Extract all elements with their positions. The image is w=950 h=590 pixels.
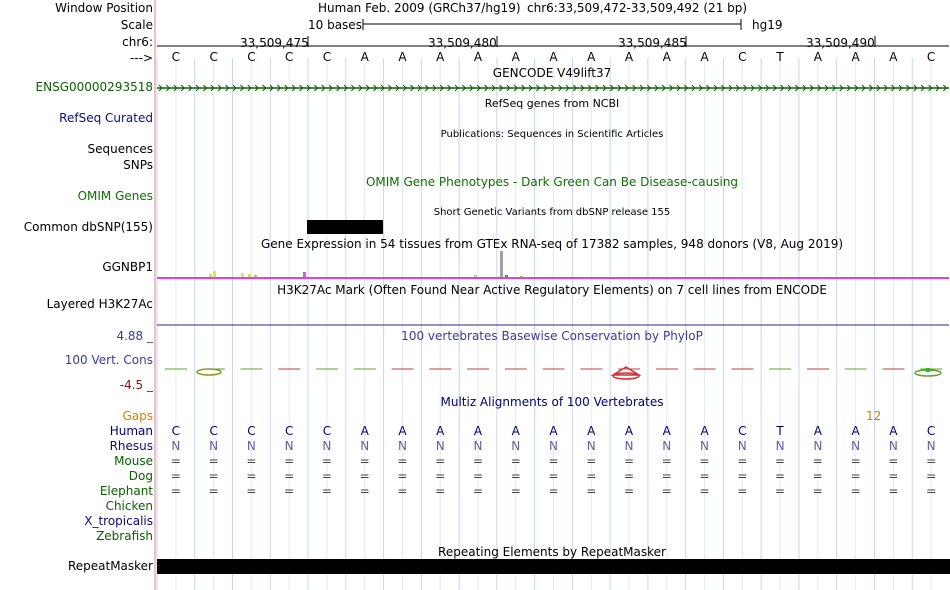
multiz-rhesus-base: N bbox=[888, 439, 898, 453]
multiz-aligned-equal: = bbox=[926, 454, 937, 468]
multiz-human-base: A bbox=[624, 424, 634, 438]
h3k27ac-track-label[interactable]: Layered H3K27Ac bbox=[46, 297, 153, 311]
sequences-track-label[interactable]: Sequences bbox=[87, 142, 153, 156]
base-letter: C bbox=[284, 50, 294, 64]
multiz-human-base: A bbox=[398, 424, 407, 438]
strand-arrow-label: ---> bbox=[129, 51, 153, 65]
multiz-aligned-equal: = bbox=[699, 469, 710, 483]
multiz-rhesus-base: N bbox=[624, 439, 634, 453]
multiz-aligned-equal: = bbox=[699, 484, 710, 498]
multiz-human-base: C bbox=[284, 424, 294, 438]
base-letter: A bbox=[813, 50, 822, 64]
multiz-rhesus-base: N bbox=[511, 439, 521, 453]
cons-max-label: 4.88 _ bbox=[116, 329, 153, 343]
ruler-tick-label: 33,509,485 bbox=[618, 36, 687, 50]
multiz-aligned-equal: = bbox=[284, 484, 295, 498]
position-text: chr6:33,509,472-33,509,492 (21 bp) bbox=[527, 1, 748, 15]
base-letter: T bbox=[776, 50, 784, 64]
base-letter: A bbox=[624, 50, 634, 64]
repeatmasker-track-title: Repeating Elements by RepeatMasker bbox=[438, 545, 666, 559]
conservation-mark bbox=[613, 373, 639, 379]
gtex-gene-label[interactable]: GGNBP1 bbox=[102, 260, 153, 274]
multiz-aligned-equal: = bbox=[246, 484, 257, 498]
gtex-expression-bar bbox=[248, 274, 251, 277]
snps-track-label[interactable]: SNPs bbox=[123, 158, 153, 172]
multiz-aligned-equal: = bbox=[623, 484, 635, 498]
conservation-mark bbox=[926, 368, 930, 372]
multiz-aligned-equal: = bbox=[359, 454, 370, 468]
multiz-human-base: A bbox=[587, 424, 596, 438]
multiz-human-base: A bbox=[549, 424, 558, 438]
multiz-aligned-equal: = bbox=[775, 469, 786, 483]
base-letter: C bbox=[171, 50, 181, 64]
multiz-aligned-equal: = bbox=[359, 484, 370, 498]
refseq-track-title: RefSeq genes from NCBI bbox=[484, 97, 620, 110]
multiz-aligned-equal: = bbox=[850, 469, 861, 483]
multiz-rhesus-base: N bbox=[435, 439, 445, 453]
ruler-tick-label: 33,509,480 bbox=[428, 36, 497, 50]
multiz-human-base: T bbox=[776, 424, 784, 438]
pubs-track-title: Publications: Sequences in Scientific Articles bbox=[440, 129, 664, 140]
omim-track-label[interactable]: OMIM Genes bbox=[77, 189, 153, 203]
multiz-species-label[interactable]: Dog bbox=[128, 469, 153, 483]
base-letter: C bbox=[322, 50, 332, 64]
multiz-aligned-equal: = bbox=[548, 454, 559, 468]
base-letter: A bbox=[436, 50, 445, 64]
multiz-rhesus-base: N bbox=[700, 439, 710, 453]
chr-label: chr6: bbox=[122, 35, 153, 49]
multiz-human-base: A bbox=[813, 424, 822, 438]
multiz-aligned-equal: = bbox=[246, 454, 257, 468]
multiz-aligned-equal: = bbox=[926, 484, 937, 498]
scale-label: Scale bbox=[120, 18, 153, 32]
multiz-human-base: A bbox=[511, 424, 520, 438]
gtex-expression-bar bbox=[213, 271, 216, 277]
multiz-rhesus-base: N bbox=[586, 439, 596, 453]
base-letter: A bbox=[662, 50, 671, 64]
multiz-aligned-equal: = bbox=[284, 469, 295, 483]
multiz-aligned-equal: = bbox=[397, 454, 408, 468]
base-letter: A bbox=[398, 50, 407, 64]
ruler-tick-label: 33,509,475 bbox=[240, 36, 309, 50]
omim-track-title: OMIM Gene Phenotypes - Dark Green Can Be Disease-causing bbox=[365, 175, 739, 189]
multiz-human-base: A bbox=[662, 424, 671, 438]
gtex-expression-bar bbox=[500, 251, 503, 277]
gtex-expression-bar bbox=[520, 276, 523, 277]
multiz-aligned-equal: = bbox=[359, 469, 370, 483]
multiz-aligned-equal: = bbox=[246, 469, 257, 483]
multiz-aligned-equal: = bbox=[208, 484, 219, 498]
multiz-aligned-equal: = bbox=[208, 469, 219, 483]
multiz-aligned-equal: = bbox=[775, 454, 786, 468]
multiz-rhesus-base: N bbox=[813, 439, 823, 453]
multiz-aligned-equal: = bbox=[586, 454, 597, 468]
multiz-human-base: C bbox=[738, 424, 747, 438]
base-letter: A bbox=[889, 50, 898, 64]
multiz-rhesus-base: N bbox=[473, 439, 483, 453]
cons-min-label: -4.5 _ bbox=[119, 378, 153, 392]
multiz-human-base: A bbox=[700, 424, 709, 438]
base-letter: A bbox=[511, 50, 520, 64]
conservation-mark bbox=[197, 369, 221, 375]
gtex-expression-bar bbox=[209, 274, 212, 277]
multiz-species-label[interactable]: Chicken bbox=[105, 499, 153, 513]
multiz-track-title: Multiz Alignments of 100 Vertebrates bbox=[440, 395, 664, 409]
gencode-gene-label[interactable]: ENSG00000293518 bbox=[35, 80, 153, 94]
multiz-aligned-equal: = bbox=[170, 454, 181, 468]
multiz-rhesus-base: N bbox=[360, 439, 370, 453]
multiz-aligned-equal: = bbox=[699, 454, 710, 468]
multiz-rhesus-base: N bbox=[322, 439, 332, 453]
multiz-aligned-equal: = bbox=[850, 454, 861, 468]
dbsnp-track-title: Short Genetic Variants from dbSNP release 155 bbox=[433, 207, 671, 218]
gtex-track-title: Gene Expression in 54 tissues from GTEx RNA-seq of 17382 samples, 948 donors (V8, Aug 2019) bbox=[260, 237, 844, 251]
gtex-expression-bar bbox=[254, 275, 257, 277]
multiz-aligned-equal: = bbox=[737, 454, 748, 468]
multiz-species-label[interactable]: X_tropicalis bbox=[84, 514, 153, 528]
multiz-human-base: A bbox=[851, 424, 860, 438]
multiz-human-base: A bbox=[360, 424, 369, 438]
refseq-track-label[interactable]: RefSeq Curated bbox=[59, 111, 153, 125]
multiz-aligned-equal: = bbox=[812, 484, 823, 498]
multiz-aligned-equal: = bbox=[435, 454, 446, 468]
multiz-species-label[interactable]: Rhesus bbox=[109, 439, 153, 453]
multiz-aligned-equal: = bbox=[926, 469, 937, 483]
multiz-aligned-equal: = bbox=[586, 469, 597, 483]
multiz-aligned-equal: = bbox=[321, 484, 332, 498]
multiz-human-base: C bbox=[209, 424, 218, 438]
gtex-expression-bar bbox=[505, 275, 508, 277]
base-letter: A bbox=[473, 50, 483, 64]
multiz-aligned-equal: = bbox=[397, 469, 408, 483]
gtex-expression-bar bbox=[474, 275, 477, 277]
multiz-rhesus-base: N bbox=[662, 439, 672, 453]
multiz-human-base: A bbox=[889, 424, 898, 438]
base-letter: C bbox=[209, 50, 218, 64]
multiz-aligned-equal: = bbox=[510, 484, 521, 498]
multiz-human-base: C bbox=[171, 424, 181, 438]
multiz-rhesus-base: N bbox=[209, 439, 219, 453]
scale-db-text: hg19 bbox=[752, 18, 783, 32]
gtex-expression-bar bbox=[241, 273, 244, 277]
multiz-aligned-equal: = bbox=[661, 484, 672, 498]
base-letter: C bbox=[926, 50, 936, 64]
multiz-rhesus-base: N bbox=[397, 439, 407, 453]
dbsnp-variant-feature[interactable] bbox=[307, 220, 383, 234]
multiz-aligned-equal: = bbox=[812, 469, 823, 483]
multiz-species-label[interactable]: Mouse bbox=[114, 454, 153, 468]
multiz-aligned-equal: = bbox=[472, 469, 483, 483]
multiz-aligned-equal: = bbox=[737, 469, 748, 483]
multiz-aligned-equal: = bbox=[472, 484, 483, 498]
multiz-human-base: A bbox=[436, 424, 445, 438]
multiz-rhesus-base: N bbox=[549, 439, 558, 453]
multiz-aligned-equal: = bbox=[888, 454, 899, 468]
multiz-human-base: C bbox=[247, 424, 256, 438]
multiz-aligned-equal: = bbox=[850, 484, 861, 498]
multiz-rhesus-base: N bbox=[246, 439, 256, 453]
multiz-aligned-equal: = bbox=[510, 469, 521, 483]
multiz-aligned-equal: = bbox=[208, 454, 219, 468]
multiz-species-label[interactable]: Elephant bbox=[99, 484, 153, 498]
multiz-aligned-equal: = bbox=[661, 469, 672, 483]
multiz-rhesus-base: N bbox=[737, 439, 747, 453]
multiz-rhesus-base: N bbox=[775, 439, 785, 453]
multiz-rhesus-base: N bbox=[284, 439, 294, 453]
h3k27ac-track-title: H3K27Ac Mark (Often Found Near Active Regulatory Elements) on 7 cell lines from ENCODE bbox=[277, 283, 827, 297]
multiz-aligned-equal: = bbox=[472, 454, 483, 468]
multiz-rhesus-base: N bbox=[851, 439, 861, 453]
dbsnp-track-label[interactable]: Common dbSNP(155) bbox=[23, 220, 153, 234]
multiz-aligned-equal: = bbox=[435, 484, 446, 498]
cons-track-label[interactable]: 100 Vert. Cons bbox=[64, 353, 153, 367]
base-letter: C bbox=[247, 50, 256, 64]
multiz-species-label[interactable]: Human bbox=[109, 424, 153, 438]
multiz-aligned-equal: = bbox=[661, 454, 672, 468]
window-position-label: Window Position bbox=[55, 1, 153, 15]
base-letter: A bbox=[360, 50, 369, 64]
multiz-aligned-equal: = bbox=[623, 454, 635, 468]
base-letter: C bbox=[738, 50, 747, 64]
multiz-aligned-equal: = bbox=[397, 484, 408, 498]
multiz-aligned-equal: = bbox=[510, 454, 521, 468]
multiz-aligned-equal: = bbox=[623, 469, 635, 483]
gencode-track-title: GENCODE V49lift37 bbox=[492, 66, 612, 80]
multiz-aligned-equal: = bbox=[775, 484, 786, 498]
multiz-aligned-equal: = bbox=[888, 469, 899, 483]
multiz-aligned-equal: = bbox=[586, 484, 597, 498]
scale-bar-text: 10 bases bbox=[308, 18, 362, 32]
multiz-rhesus-base: N bbox=[171, 439, 181, 453]
multiz-aligned-equal: = bbox=[888, 484, 899, 498]
multiz-human-base: C bbox=[926, 424, 936, 438]
multiz-aligned-equal: = bbox=[284, 454, 295, 468]
multiz-rhesus-base: N bbox=[926, 439, 936, 453]
cons-track-title: 100 vertebrates Basewise Conservation by PhyloP bbox=[401, 329, 703, 343]
ruler-tick-label: 33,509,490 bbox=[806, 36, 875, 50]
base-letter: A bbox=[700, 50, 709, 64]
base-letter: A bbox=[549, 50, 558, 64]
multiz-aligned-equal: = bbox=[548, 469, 559, 483]
multiz-aligned-equal: = bbox=[321, 469, 332, 483]
multiz-aligned-equal: = bbox=[170, 484, 181, 498]
multiz-human-base: A bbox=[473, 424, 483, 438]
multiz-aligned-equal: = bbox=[548, 484, 559, 498]
multiz-human-base: C bbox=[322, 424, 332, 438]
base-letter: A bbox=[587, 50, 596, 64]
assembly-text: Human Feb. 2009 (GRCh37/hg19) bbox=[318, 1, 521, 15]
gaps-count: 12 bbox=[866, 409, 882, 423]
multiz-aligned-equal: = bbox=[812, 454, 823, 468]
repeatmasker-feature[interactable] bbox=[157, 559, 950, 574]
repeatmasker-track-label[interactable]: RepeatMasker bbox=[67, 559, 153, 573]
multiz-aligned-equal: = bbox=[321, 454, 332, 468]
multiz-aligned-equal: = bbox=[170, 469, 181, 483]
gtex-expression-bar bbox=[303, 272, 306, 277]
multiz-aligned-equal: = bbox=[435, 469, 446, 483]
gaps-label: Gaps bbox=[122, 409, 153, 423]
base-letter: A bbox=[851, 50, 860, 64]
multiz-species-label[interactable]: Zebrafish bbox=[96, 529, 153, 543]
multiz-aligned-equal: = bbox=[737, 484, 748, 498]
